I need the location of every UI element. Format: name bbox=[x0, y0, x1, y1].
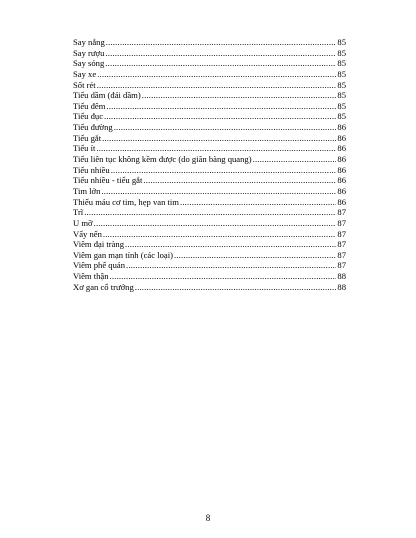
toc-entry-page: 85 bbox=[337, 47, 346, 58]
dot-leader bbox=[125, 239, 336, 250]
toc-entry-page: 87 bbox=[337, 207, 346, 218]
toc-entry[interactable] bbox=[73, 197, 346, 208]
toc-entry-title: Viêm phế quản bbox=[73, 260, 125, 271]
dot-leader bbox=[104, 111, 336, 122]
toc-entry-page: 85 bbox=[337, 58, 346, 69]
table-of-contents bbox=[73, 37, 346, 292]
toc-entry[interactable] bbox=[73, 111, 346, 122]
dot-leader bbox=[94, 218, 337, 229]
toc-entry-title: Tiểu liên tục không kềm được (do giãn bàng quang) bbox=[73, 154, 252, 165]
toc-entry-title: Sốt rét bbox=[73, 79, 96, 90]
toc-entry[interactable] bbox=[73, 218, 346, 229]
toc-entry-page: 86 bbox=[337, 143, 346, 154]
toc-entry-page: 86 bbox=[337, 164, 346, 175]
toc-entry-page: 87 bbox=[337, 249, 346, 260]
toc-entry-page: 87 bbox=[337, 260, 346, 271]
toc-entry[interactable] bbox=[73, 80, 346, 91]
dot-leader bbox=[84, 207, 336, 218]
toc-entry-page: 86 bbox=[337, 196, 346, 207]
dot-leader bbox=[135, 282, 337, 293]
toc-entry[interactable] bbox=[73, 69, 346, 80]
dot-leader bbox=[253, 154, 337, 165]
dot-leader bbox=[102, 133, 336, 144]
toc-entry-title: Tiểu nhiều - tiểu gắt bbox=[73, 175, 143, 186]
dot-leader bbox=[97, 80, 337, 91]
toc-entry-page: 85 bbox=[337, 90, 346, 101]
toc-entry-title: Say rượu bbox=[73, 47, 105, 58]
toc-entry-page: 86 bbox=[337, 175, 346, 186]
toc-entry[interactable] bbox=[73, 175, 346, 186]
toc-entry-title: Say xe bbox=[73, 68, 97, 79]
toc-entry-title: Tiểu đường bbox=[73, 122, 113, 133]
toc-entry-page: 85 bbox=[337, 100, 346, 111]
toc-entry[interactable] bbox=[73, 58, 346, 69]
toc-entry[interactable] bbox=[73, 186, 346, 197]
page-number: 8 bbox=[205, 513, 211, 523]
toc-entry[interactable] bbox=[73, 154, 346, 165]
toc-entry-title: Xơ gan cổ trướng bbox=[73, 281, 134, 292]
toc-entry-page: 88 bbox=[337, 271, 346, 282]
toc-entry[interactable] bbox=[73, 207, 346, 218]
dot-leader bbox=[180, 197, 336, 208]
dot-leader bbox=[106, 101, 336, 112]
toc-entry[interactable] bbox=[73, 37, 346, 48]
dot-leader bbox=[103, 229, 337, 240]
dot-leader bbox=[110, 271, 337, 282]
toc-entry[interactable] bbox=[73, 260, 346, 271]
toc-entry-page: 85 bbox=[337, 68, 346, 79]
toc-entry[interactable] bbox=[73, 48, 346, 59]
toc-entry-title: Vẩy nến bbox=[73, 228, 102, 239]
dot-leader bbox=[114, 122, 337, 133]
toc-entry-page: 85 bbox=[337, 111, 346, 122]
toc-entry-title: Tiểu gắt bbox=[73, 132, 102, 143]
dot-leader bbox=[101, 186, 336, 197]
dot-leader bbox=[96, 143, 336, 154]
toc-entry-title: Viêm gan mạn tính (các loại) bbox=[73, 249, 173, 260]
toc-entry-page: 86 bbox=[337, 154, 346, 165]
toc-entry-title: Tiểu đêm bbox=[73, 100, 106, 111]
toc-entry[interactable] bbox=[73, 90, 346, 101]
toc-entry-page: 87 bbox=[337, 239, 346, 250]
dot-leader bbox=[143, 175, 336, 186]
toc-entry-page: 87 bbox=[337, 217, 346, 228]
toc-entry[interactable] bbox=[73, 239, 346, 250]
toc-entry-title: Viêm thận bbox=[73, 271, 109, 282]
toc-entry[interactable] bbox=[73, 271, 346, 282]
toc-entry[interactable] bbox=[73, 143, 346, 154]
toc-entry-page: 86 bbox=[337, 132, 346, 143]
toc-entry-page: 87 bbox=[337, 228, 346, 239]
toc-entry[interactable] bbox=[73, 122, 346, 133]
toc-entry[interactable] bbox=[73, 282, 346, 293]
dot-leader bbox=[97, 69, 336, 80]
toc-entry-title: Tiểu đục bbox=[73, 111, 104, 122]
toc-entry-page: 86 bbox=[337, 122, 346, 133]
toc-entry-title: Tiểu ít bbox=[73, 143, 96, 154]
dot-leader bbox=[174, 250, 336, 261]
dot-leader bbox=[142, 90, 337, 101]
dot-leader bbox=[106, 37, 337, 48]
toc-entry-title: Tiểu dầm (đái dầm) bbox=[73, 90, 141, 101]
toc-entry-title: Viêm đại tràng bbox=[73, 239, 125, 250]
toc-entry[interactable] bbox=[73, 101, 346, 112]
toc-entry-title: Tim lớn bbox=[73, 185, 101, 196]
toc-entry-title: U mỡ bbox=[73, 217, 93, 228]
dot-leader bbox=[105, 58, 336, 69]
toc-entry-title: Say sóng bbox=[73, 58, 105, 69]
dot-leader bbox=[105, 48, 336, 59]
toc-entry-title: Tiểu nhiều bbox=[73, 164, 110, 175]
toc-entry[interactable] bbox=[73, 229, 346, 240]
toc-entry[interactable] bbox=[73, 133, 346, 144]
toc-entry-page: 86 bbox=[337, 185, 346, 196]
dot-leader bbox=[111, 165, 337, 176]
toc-entry[interactable] bbox=[73, 250, 346, 261]
toc-entry-title: Say nắng bbox=[73, 37, 105, 47]
toc-entry-page: 85 bbox=[337, 37, 346, 47]
toc-entry-page: 88 bbox=[337, 281, 346, 292]
dot-leader bbox=[126, 260, 336, 271]
toc-entry[interactable] bbox=[73, 165, 346, 176]
toc-entry-page: 85 bbox=[337, 79, 346, 90]
toc-entry-title: Trĩ bbox=[73, 207, 84, 218]
toc-entry-title: Thiếu máu cơ tim, hẹp van tim bbox=[73, 196, 179, 207]
